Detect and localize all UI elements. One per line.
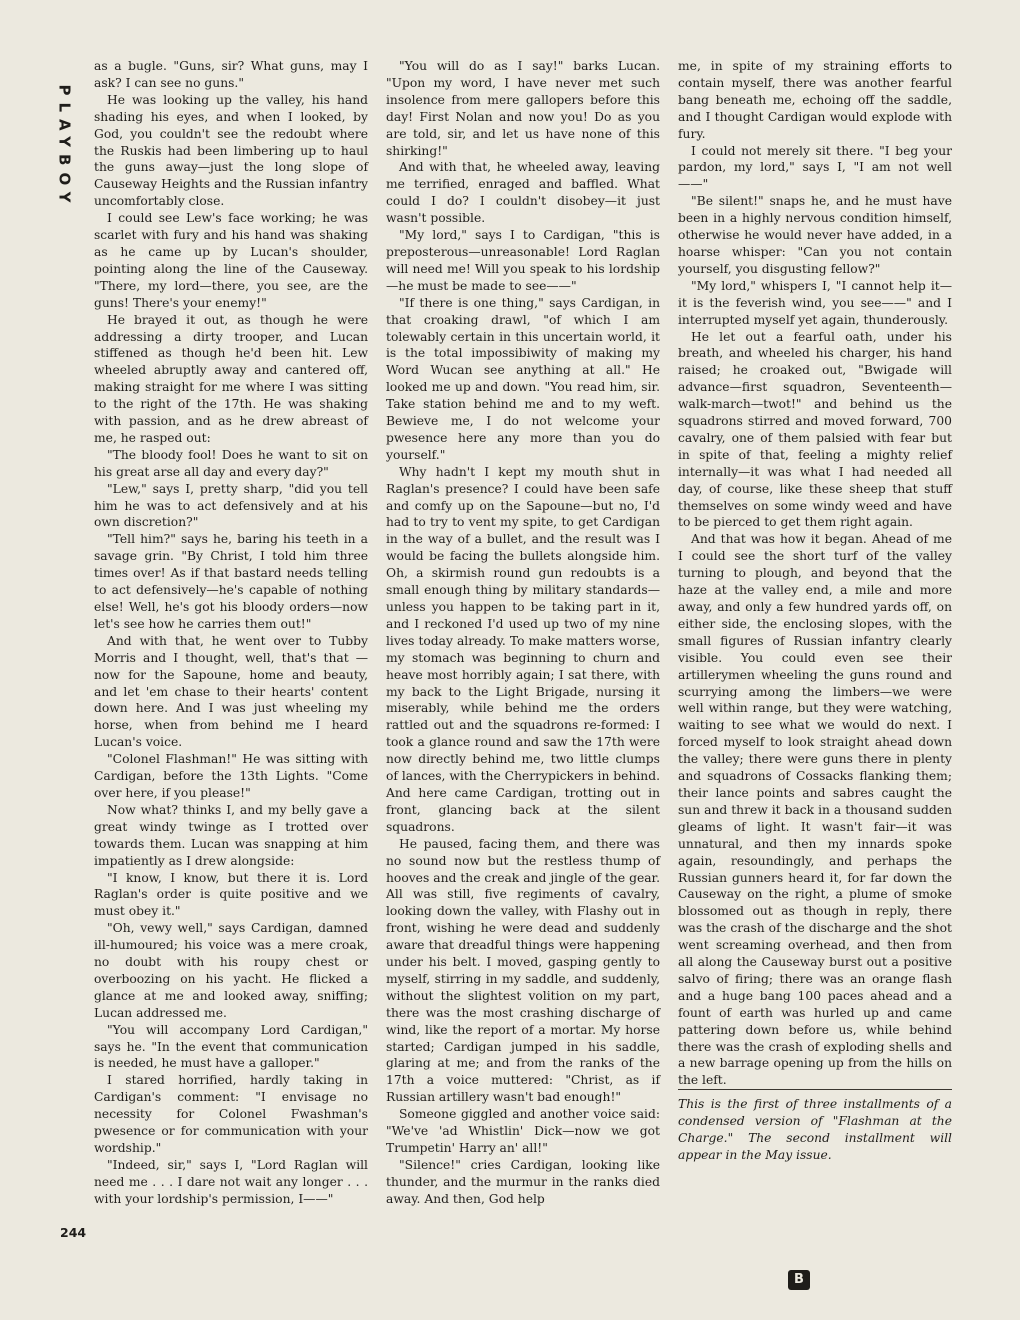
paragraph: And with that, he went over to Tubby Morris and I thought, well, that's that —now for the Sapoune, home and beauty, and let 'em chase to their hearts' content down here. And I was just wheeling my horse, when from behind me I heard Lucan's voice. bbox=[94, 633, 368, 750]
paragraph: He was looking up the valley, his hand shading his eyes, and when I looked, by God, you couldn't see the redoubt where the Ruskis had been limbering up to haul the guns away—just the long slope of Causeway Heights and the Russian infantry uncomfortably close. bbox=[94, 92, 368, 209]
text-column-3 bbox=[678, 58, 952, 1164]
paragraph: Someone giggled and another voice said: "We've 'ad Whistlin' Dick—now we got Trumpetin' Harry an' all!" bbox=[386, 1107, 660, 1155]
paragraph: "The bloody fool! Does he want to sit on his great arse all day and every day?" bbox=[94, 447, 368, 479]
paragraph: He let out a fearful oath, under his breath, and wheeled his charger, his hand raised; he croaked out, "Bwigade will advance—first squadron, Seventeenth—walk-march—twot!" and behind us the squadrons stirred and moved forward, 700 cavalry, one of them palsied with fear but in spite of that, feeling a mighty relief internally—it was what I had needed all day, of course, like these sheep that stuff themselves on some windy weed and have to be pierced to get them right again. bbox=[678, 329, 952, 530]
paragraph: Now what? thinks I, and my belly gave a great windy twinge as I trotted over towards them. Lucan was snapping at him impatiently as I drew alongside: bbox=[94, 802, 368, 868]
paragraph: He brayed it out, as though he were addressing a dirty trooper, and Lucan stiffened as though he'd been hit. Lew wheeled abruptly away and cantered off, making straight for me where I was sitting to the right of the 17th. He was shaking with passion, and as he drew abreast of me, he rasped out: bbox=[94, 312, 368, 445]
paragraph: I could not merely sit there. "I beg your pardon, my lord," says I, "I am not well——" bbox=[678, 143, 952, 192]
paragraph: "My lord," whispers I, "I cannot help it—it is the feverish wind, you see——" and I interrupted myself yet again, thunderously. bbox=[678, 278, 952, 327]
paragraph: as a bugle. "Guns, sir? What guns, may I ask? I can see no guns." bbox=[94, 59, 368, 90]
end-mark-icon: B bbox=[788, 1270, 810, 1290]
paragraph: He paused, facing them, and there was no sound now but the restless thump of hooves and the creak and jingle of the gear. All was still, five regiments of cavalry, looking down the valley, with Flashy out in front, wishing he were dead and suddenly aware that dreadful things were happening under his belt. I moved, gasping gently to myself, stirring in my saddle, and suddenly, without the slightest volition on my part, there was the most crashing discharge of wind, like the report of a mortar. My horse started; Cardigan jumped in his saddle, glaring at me; and from the ranks of the 17th a voice muttered: "Christ, as if Russian artillery wasn't bad enough!" bbox=[386, 836, 660, 1105]
magazine-name-text: PLAYBOY bbox=[56, 84, 75, 210]
paragraph: "If there is one thing," says Cardigan, in that croaking drawl, "of which I am tolewably certain in this uncertain world, it is the total impossibiwity of making my Word Wucan see anything at all." He looked me up and down. "You read him, sir. Take station behind me and to my weft. Bewieve me, I do not welcome your pwesence here any more than you do yourself." bbox=[386, 295, 660, 462]
paragraph: "Indeed, sir," says I, "Lord Raglan will need me . . . I dare not wait any longer . . . with your lordship's permission, I——" bbox=[94, 1157, 368, 1206]
text-column-2 bbox=[386, 58, 660, 1208]
paragraph: "I know, I know, but there it is. Lord Raglan's order is quite positive and we must obey it." bbox=[94, 870, 368, 919]
paragraph: "Lew," says I, pretty sharp, "did you tell him he was to act defensively and at his own discretion?" bbox=[94, 481, 368, 530]
text-column-1 bbox=[94, 58, 368, 1208]
paragraph: "Oh, vewy well," says Cardigan, damned ill-humoured; his voice was a mere croak, no doubt with his roupy chest or overboozing on his yacht. He flicked a glance at me and looked away, sniffing; Lucan addressed me. bbox=[94, 921, 368, 1020]
installment-note: This is the first of three installments of a condensed version of "Flashman at the Charge." The second installment will appear in the May issue. bbox=[678, 1089, 952, 1164]
page-number: 244 bbox=[60, 1225, 87, 1240]
paragraph: "You will accompany Lord Cardigan," says he. "In the event that communication is needed, he must have a galloper." bbox=[94, 1022, 368, 1071]
paragraph: I stared horrified, hardly taking in Cardigan's comment: "I envisage no necessity for Colonel Fwashman's pwesence or for communication with your wordship." bbox=[94, 1073, 368, 1155]
paragraph: me, in spite of my straining efforts to contain myself, there was another fearful bang beneath me, echoing off the saddle, and I thought Cardigan would explode with fury. bbox=[678, 59, 952, 141]
magazine-name-vertical bbox=[48, 62, 82, 232]
paragraph: And that was how it began. Ahead of me I could see the short turf of the valley turning to plough, and beyond that the haze at the valley end, a mile and more away, and only a few hundred yards off, on either side, the enclosing slopes, with the small figures of Russian infantry clearly visible. You could even see their artillerymen wheeling the guns round and scurrying among the limbers—we were well within range, but they were watching, waiting to see what we would do next. I forced myself to look straight ahead down the valley; there were guns there in plenty and squadrons of Cossacks flanking them; their lance points and sabres caught the sun and threw it back in a thousand sudden gleams of light. It wasn't fair—it was unnatural, and then my innards spoke again, resoundingly, and perhaps the Russian gunners heard it, for far down the Causeway on the right, a plume of smoke blossomed out as though in reply, there was the crash of the discharge and the shot went screaming overhead, and then from all along the Causeway burst out a positive salvo of firing; there was an orange flash and a huge bang 100 paces ahead and a fount of earth was hurled up and came pattering down before us, while behind there was the crash of exploding shells and a new barrage opening up from the hills on the left. bbox=[678, 532, 952, 1088]
paragraph: "Tell him?" says he, baring his teeth in a savage grin. "By Christ, I told him three times over! As if that bastard needs telling to act defensively—he's capable of nothing else! Well, he's got his bloody orders—now let's see how he carries them out!" bbox=[94, 532, 368, 631]
paragraph: Why hadn't I kept my mouth shut in Raglan's presence? I could have been safe and comfy up on the Sapoune—but no, I'd had to try to vent my spite, to get Cardigan in the way of a bullet, and the result was I would be facing the bullets alongside him. Oh, a skirmish round gun redoubts is a small enough thing by military standards—unless you happen to be taking part in it, and I reckoned I'd used up two of my nine lives today already. To make matters worse, my stomach was beginning to churn and heave most horribly again; I sat there, with my back to the Light Brigade, nursing it miserably, while behind me the orders rattled out and the squadrons re-formed: I took a glance round and saw the 17th were now directly behind me, two little clumps of lances, with the Cherrypickers in behind. And here came Cardigan, trotting out in front, glancing back at the silent squadrons. bbox=[386, 464, 660, 834]
paragraph: I could see Lew's face working; he was scarlet with fury and his hand was shaking as he came up by Lucan's shoulder, pointing along the line of the Causeway. "There, my lord—there, you see, are the guns! There's your enemy!" bbox=[94, 211, 368, 310]
paragraph: "Silence!" cries Cardigan, looking like thunder, and the murmur in the ranks died away. And then, God help bbox=[386, 1157, 660, 1206]
paragraph: "My lord," says I to Cardigan, "this is preposterous—unreasonable! Lord Raglan will need me! Will you speak to his lordship—he must be made to see——" bbox=[386, 228, 660, 293]
paragraph: And with that, he wheeled away, leaving me terrified, enraged and baffled. What could I do? I couldn't disobey—it just wasn't possible. bbox=[386, 160, 660, 226]
paragraph: "Colonel Flashman!" He was sitting with Cardigan, before the 13th Lights. "Come over here, if you please!" bbox=[94, 752, 368, 800]
paragraph: "You will do as I say!" barks Lucan. "Upon my word, I have never met such insolence from mere gallopers before this day! First Nolan and now you! Do as you are told, sir, and let us have none of this shirking!" bbox=[386, 59, 660, 158]
paragraph: "Be silent!" snaps he, and he must have been in a highly nervous condition himself, otherwise he would never have added, in a hoarse whisper: "Can you not contain yourself, you disgusting fellow?" bbox=[678, 194, 952, 276]
